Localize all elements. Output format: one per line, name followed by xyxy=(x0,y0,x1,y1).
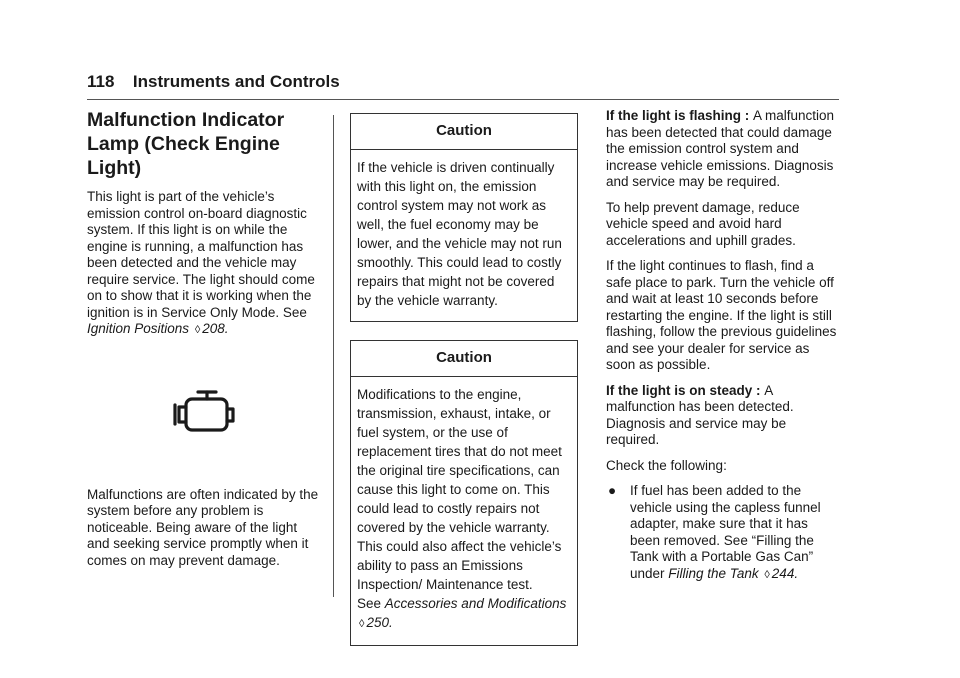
flashing-paragraph: If the light is flashing : A malfunction has been detected that could damage the emission control system and increase vehicle emissions. Diagnosis and service may be required. xyxy=(606,108,835,189)
filling-tank-link[interactable]: Filling the Tank xyxy=(668,565,759,581)
check-engine-icon xyxy=(87,389,323,459)
caution-title: Caution xyxy=(351,114,577,150)
section-heading: Malfunction Indicator Lamp (Check Engine Light) xyxy=(87,109,285,179)
caution-body: If the vehicle is driven continually with this light on, the emission control system may not work as well, the fuel economy may be lower, and the vehicle may not run smoothly. This could lead to costly repairs that might not be covered by the vehicle warranty. xyxy=(357,160,562,308)
flashing-lead: If the light is flashing : xyxy=(606,108,753,123)
list-item: ● If fuel has been added to the vehicle using the capless funnel adapter, make sure that it has been removed. See “Filling the Tank with a Portable Gas Can” under Filling the Tank ◊ 244. xyxy=(606,483,840,583)
see-reference: See Accessories and Modifications ◊ 250. xyxy=(357,596,567,630)
accessories-link[interactable]: Accessories and Modifications xyxy=(384,596,567,611)
page-ref-number[interactable]: 208. xyxy=(202,321,229,336)
check-following: Check the following: xyxy=(606,457,727,473)
page-ref-number[interactable]: 244. xyxy=(771,565,799,581)
column-left xyxy=(87,108,323,576)
column-right xyxy=(606,108,840,583)
page-ref-icon: ◊ xyxy=(194,324,201,336)
bullet-icon: ● xyxy=(608,483,617,498)
column-divider xyxy=(333,115,334,597)
section-title: Instruments and Controls xyxy=(132,72,340,91)
continues-flash-paragraph: If the light continues to flash, find a safe place to park. Turn the vehicle off and wait at least 10 seconds before restarting the engine. If the light is still flashing, follow the previous guidelines and see your dealer for service as soon as possible. xyxy=(606,258,837,372)
page-header xyxy=(87,72,839,100)
page-number: 118 xyxy=(87,72,115,91)
page-ref-icon: ◊ xyxy=(359,618,365,630)
column-middle xyxy=(350,113,578,646)
caution-title: Caution xyxy=(351,341,577,377)
intro-paragraph: This light is part of the vehicle’s emission control on-board diagnostic system. If this light is on while the engine is running, a malfunction has been detected and the vehicle may require service. The light should come on to show that it is working when the ignition is in Service Only Mode. See Ignition Positions ◊ 208. xyxy=(87,189,315,336)
caution-body: Modifications to the engine, transmission, exhaust, intake, or fuel system, or the use of replacement tires that do not meet the original tire specifications, can cause this light to come on. This could lead to costly repairs not covered by the vehicle warranty. This could also affect the vehicle’s ability to pass an Emissions Inspection/ Maintenance test. See Accessories and Modifications ◊ 250. xyxy=(351,377,577,634)
steady-lead: If the light is on steady : xyxy=(606,382,765,398)
caution-box xyxy=(350,340,578,646)
prevent-damage-paragraph: To help prevent damage, reduce vehicle speed and avoid hard accelerations and uphill grades. xyxy=(606,199,800,248)
steady-paragraph: If the light is on steady : A malfunction has been detected. Diagnosis and service may be required. xyxy=(606,382,794,447)
caution-box xyxy=(350,113,578,322)
malfunctions-paragraph: Malfunctions are often indicated by the system before any problem is noticeable. Being aware of the light and seeking service promptly when it comes on may prevent damage. xyxy=(87,486,319,568)
page-ref-number[interactable]: 250. xyxy=(366,615,393,630)
ignition-positions-link[interactable]: Ignition Positions xyxy=(87,321,190,336)
page-ref-icon: ◊ xyxy=(764,568,770,581)
